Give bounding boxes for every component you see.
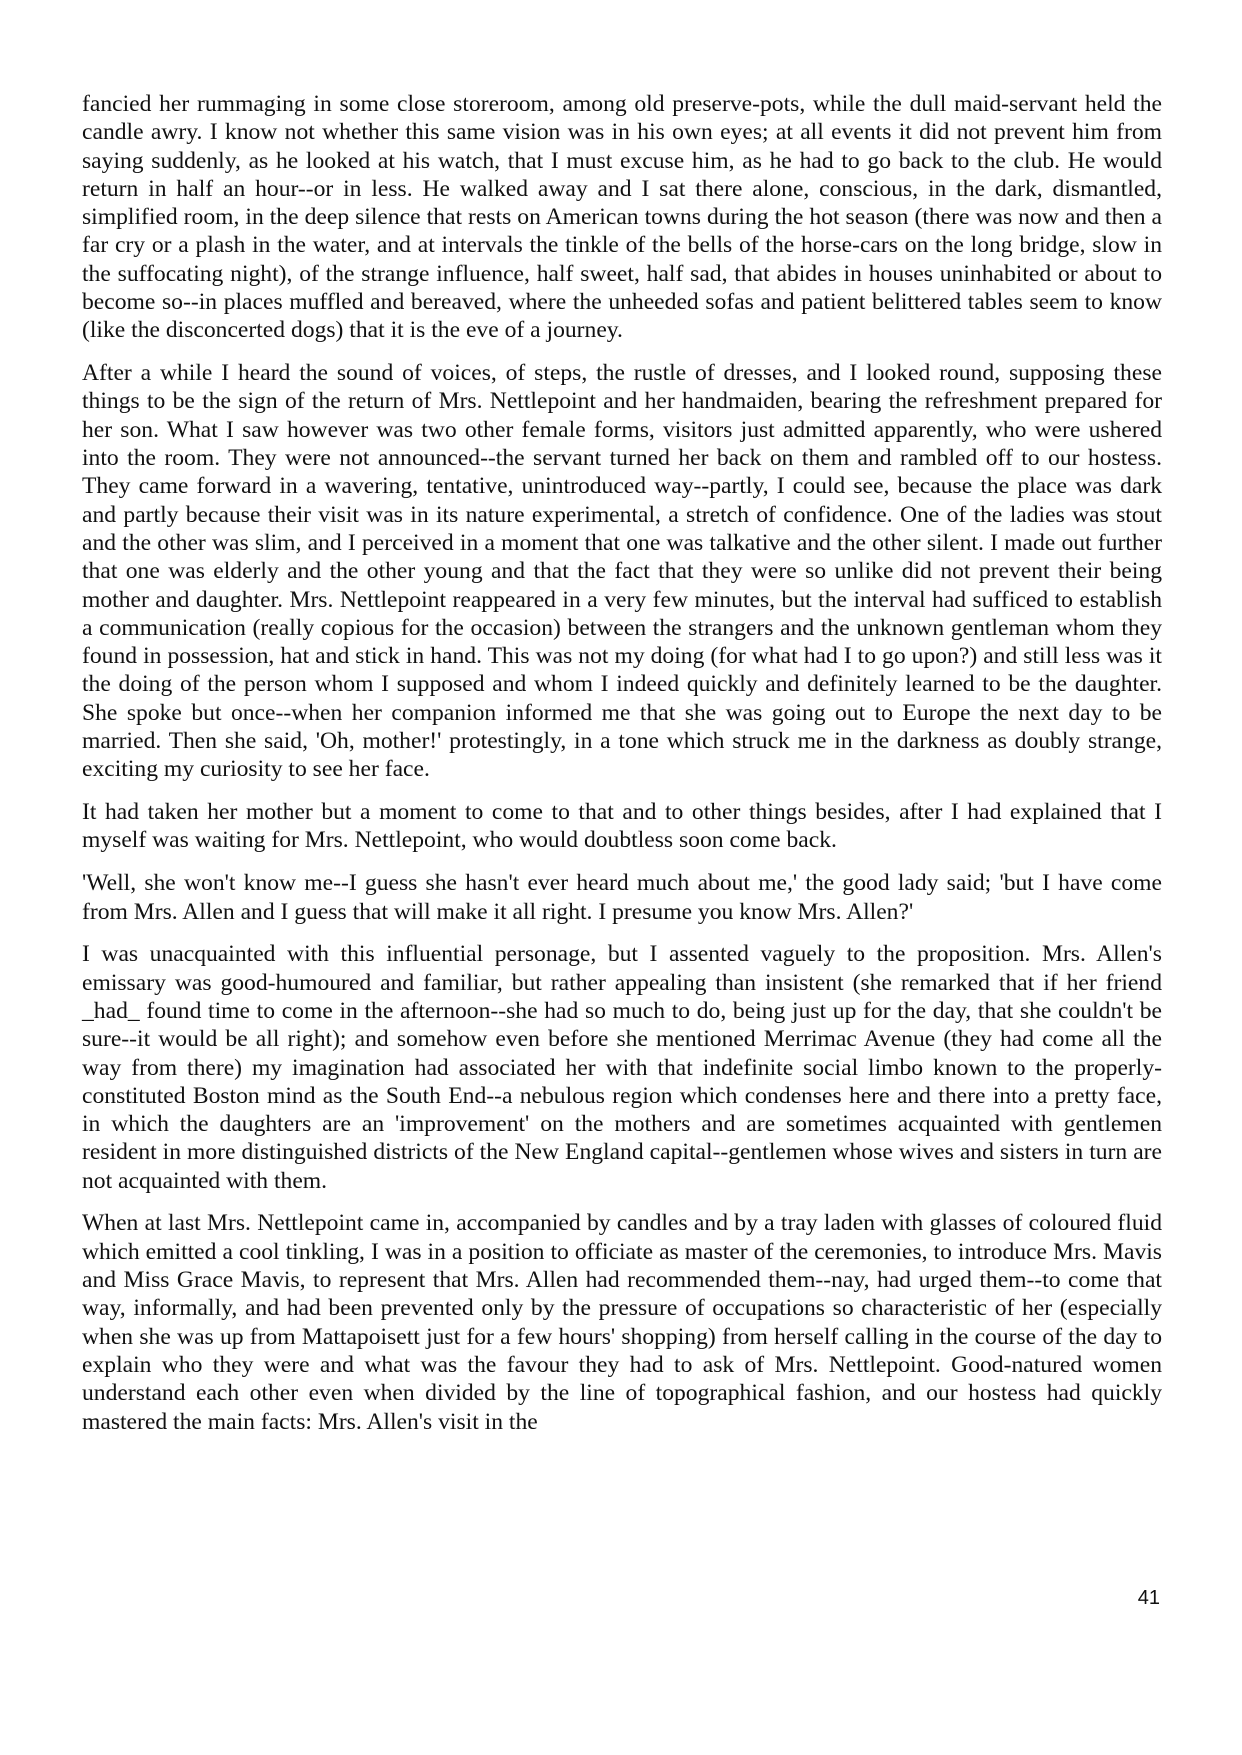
paragraph-4: 'Well, she won't know me--I guess she hasn't ever heard much about me,' the good lady said; 'but I have come from Mrs. Allen and I guess that will make it all right. I presume you know Mrs. Allen?': [82, 870, 1162, 925]
page-body: [82, 90, 1162, 1450]
paragraph-2: After a while I heard the sound of voices, of steps, the rustle of dresses, and I looked round, supposing these things to be the sign of the return of Mrs. Nettlepoint and her handmaiden, bearing the refreshment prepared for her son. What I saw however was two other female forms, visitors just admitted apparently, who were ushered into the room. They were not announced--the servant turned her back on them and rambled off to our hostess. They came forward in a wavering, tentative, unintroduced way--partly, I could see, because the place was dark and partly because their visit was in its nature experimental, a stretch of confidence. One of the ladies was stout and the other was slim, and I perceived in a moment that one was talkative and the other silent. I made out further that one was elderly and the other young and that the fact that they were so unlike did not prevent their being mother and daughter. Mrs. Nettlepoint reappeared in a very few minutes, but the interval had sufficed to establish a communication (really copious for the occasion) between the strangers and the unknown gentleman whom they found in possession, hat and stick in hand. This was not my doing (for what had I to go upon?) and still less was it the doing of the person whom I supposed and whom I indeed quickly and definitely learned to be the daughter. She spoke but once--when her companion informed me that she was going out to Europe the next day to be married. Then she said, 'Oh, mother!' protestingly, in a tone which struck me in the darkness as doubly strange, exciting my curiosity to see her face.: [82, 360, 1162, 783]
paragraph-1: fancied her rummaging in some close storeroom, among old preserve-pots, while the dull maid-servant held the candle awry. I know not whether this same vision was in his own eyes; at all events it did not prevent him from saying suddenly, as he looked at his watch, that I must excuse him, as he had to go back to the club. He would return in half an hour--or in less. He walked away and I sat there alone, conscious, in the dark, dismantled, simplified room, in the deep silence that rests on American towns during the hot season (there was now and then a far cry or a plash in the water, and at intervals the tinkle of the bells of the horse-cars on the long bridge, slow in the suffocating night), of the strange influence, half sweet, half sad, that abides in houses uninhabited or about to become so--in places muffled and bereaved, where the unheeded sofas and patient belittered tables seem to know (like the disconcerted dogs) that it is the eve of a journey.: [82, 91, 1162, 344]
paragraph-6: When at last Mrs. Nettlepoint came in, accompanied by candles and by a tray laden with glasses of coloured fluid which emitted a cool tinkling, I was in a position to officiate as master of the ceremonies, to introduce Mrs. Mavis and Miss Grace Mavis, to represent that Mrs. Allen had recommended them--nay, had urged them--to come that way, informally, and had been prevented only by the pressure of occupations so characteristic of her (especially when she was up from Mattapoisett just for a few hours' shopping) from herself calling in the course of the day to explain who they were and what was the favour they had to ask of Mrs. Nettlepoint. Good-natured women understand each other even when divided by the line of topographical fashion, and our hostess had quickly mastered the main facts: Mrs. Allen's visit in the: [82, 1210, 1162, 1435]
page-number: 41: [1137, 1587, 1160, 1609]
paragraph-3: It had taken her mother but a moment to come to that and to other things besides, after I had explained that I myself was waiting for Mrs. Nettlepoint, who would doubtless soon come back.: [82, 799, 1162, 854]
paragraph-5: I was unacquainted with this influential personage, but I assented vaguely to the proposition. Mrs. Allen's emissary was good-humoured and familiar, but rather appealing than insistent (she remarked that if her friend _had_ found time to come in the afternoon--she had so much to do, being just up for the day, that she couldn't be sure--it would be all right); and somehow even before she mentioned Merrimac Avenue (they had come all the way from there) my imagination had associated her with that indefinite social limbo known to the properly-constituted Boston mind as the South End--a nebulous region which condenses here and there into a pretty face, in which the daughters are an 'improvement' on the mothers and are sometimes acquainted with gentlemen resident in more distinguished districts of the New England capital--gentlemen whose wives and sisters in turn are not acquainted with them.: [82, 941, 1162, 1194]
